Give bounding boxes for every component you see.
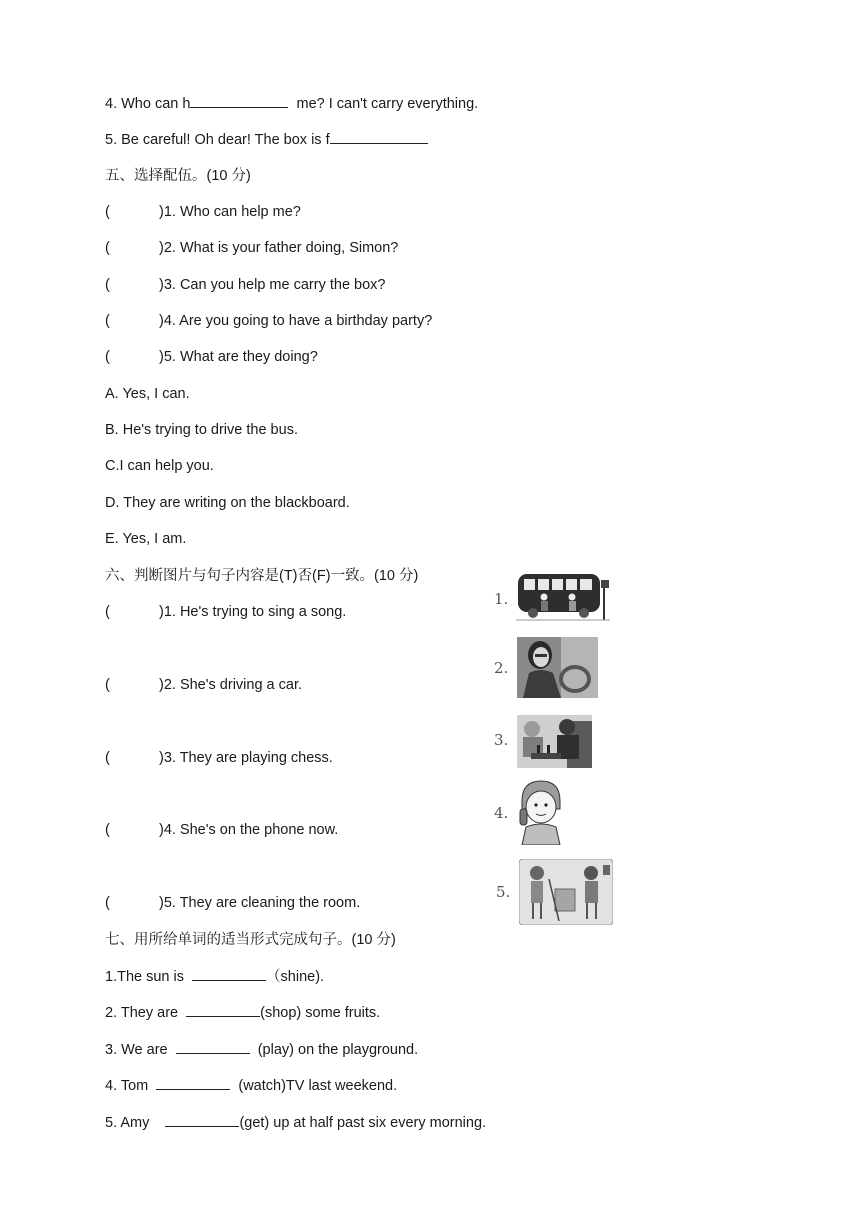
word-form-question-2: 2. They are (shop) some fruits. — [105, 1002, 380, 1023]
judge-question-1: ( )1. He's trying to sing a song. — [105, 604, 347, 620]
fill-question-4: 4. Who can h me? I can't carry everything. — [105, 93, 478, 114]
answer-paren[interactable]: ( — [105, 277, 110, 293]
judge-question-2: ( )2. She's driving a car. — [105, 677, 303, 693]
answer-paren[interactable]: ( — [105, 313, 110, 329]
fill-question-5: 5. Be careful! Oh dear! The box is f — [105, 129, 428, 150]
answer-paren[interactable]: ( — [105, 822, 110, 838]
picture-number-5: 5. — [496, 883, 511, 901]
matching-question-2: ( )2. What is your father doing, Simon? — [105, 240, 399, 256]
option-b: B. He's trying to drive the bus. — [105, 422, 298, 438]
judge-question-5: ( )5. They are cleaning the room. — [105, 895, 361, 911]
picture-number-4: 4. — [494, 804, 509, 822]
picture-number-3: 3. — [494, 731, 509, 749]
bus-picture-icon — [516, 570, 610, 622]
answer-paren[interactable]: ( — [105, 240, 110, 256]
section-6-heading: 六、判断图片与句子内容是(T)否(F)一致。(10 分) — [105, 568, 419, 584]
option-e: E. Yes, I am. — [105, 531, 187, 547]
answer-paren[interactable]: ( — [105, 349, 110, 365]
picture-number-2: 2. — [494, 659, 509, 677]
answer-paren[interactable]: ( — [105, 204, 110, 220]
word-form-question-1: 1.The sun is （shine). — [105, 966, 324, 987]
answer-blank[interactable] — [190, 93, 288, 108]
option-c: C.I can help you. — [105, 458, 214, 474]
option-d: D. They are writing on the blackboard. — [105, 495, 350, 511]
word-form-question-5: 5. Amy (get) up at half past six every morning. — [105, 1112, 486, 1133]
judge-question-4: ( )4. She's on the phone now. — [105, 822, 339, 838]
chess-picture-icon — [517, 715, 592, 768]
word-form-question-4: 4. Tom (watch)TV last weekend. — [105, 1075, 397, 1096]
matching-question-1: ( )1. Who can help me? — [105, 204, 301, 220]
matching-question-5: ( )5. What are they doing? — [105, 349, 318, 365]
answer-blank[interactable] — [156, 1075, 230, 1090]
answer-paren[interactable]: ( — [105, 750, 110, 766]
option-a: A. Yes, I can. — [105, 386, 190, 402]
matching-question-4: ( )4. Are you going to have a birthday party? — [105, 313, 433, 329]
woman-driving-picture-icon — [517, 637, 598, 698]
word-form-question-3: 3. We are (play) on the playground. — [105, 1039, 418, 1060]
answer-paren[interactable]: ( — [105, 604, 110, 620]
picture-number-1: 1. — [494, 590, 509, 608]
answer-blank[interactable] — [192, 966, 266, 981]
section-5-heading: 五、选择配伍。(10 分) — [105, 168, 251, 184]
section-7-heading: 七、用所给单词的适当形式完成句子。(10 分) — [105, 932, 396, 948]
answer-blank[interactable] — [176, 1039, 250, 1054]
answer-blank[interactable] — [330, 129, 428, 144]
answer-paren[interactable]: ( — [105, 895, 110, 911]
girl-phone-picture-icon — [516, 779, 563, 845]
answer-blank[interactable] — [165, 1112, 239, 1127]
cleaning-picture-icon — [519, 859, 613, 925]
judge-question-3: ( )3. They are playing chess. — [105, 750, 333, 766]
matching-question-3: ( )3. Can you help me carry the box? — [105, 277, 386, 293]
answer-blank[interactable] — [186, 1002, 260, 1017]
answer-paren[interactable]: ( — [105, 677, 110, 693]
